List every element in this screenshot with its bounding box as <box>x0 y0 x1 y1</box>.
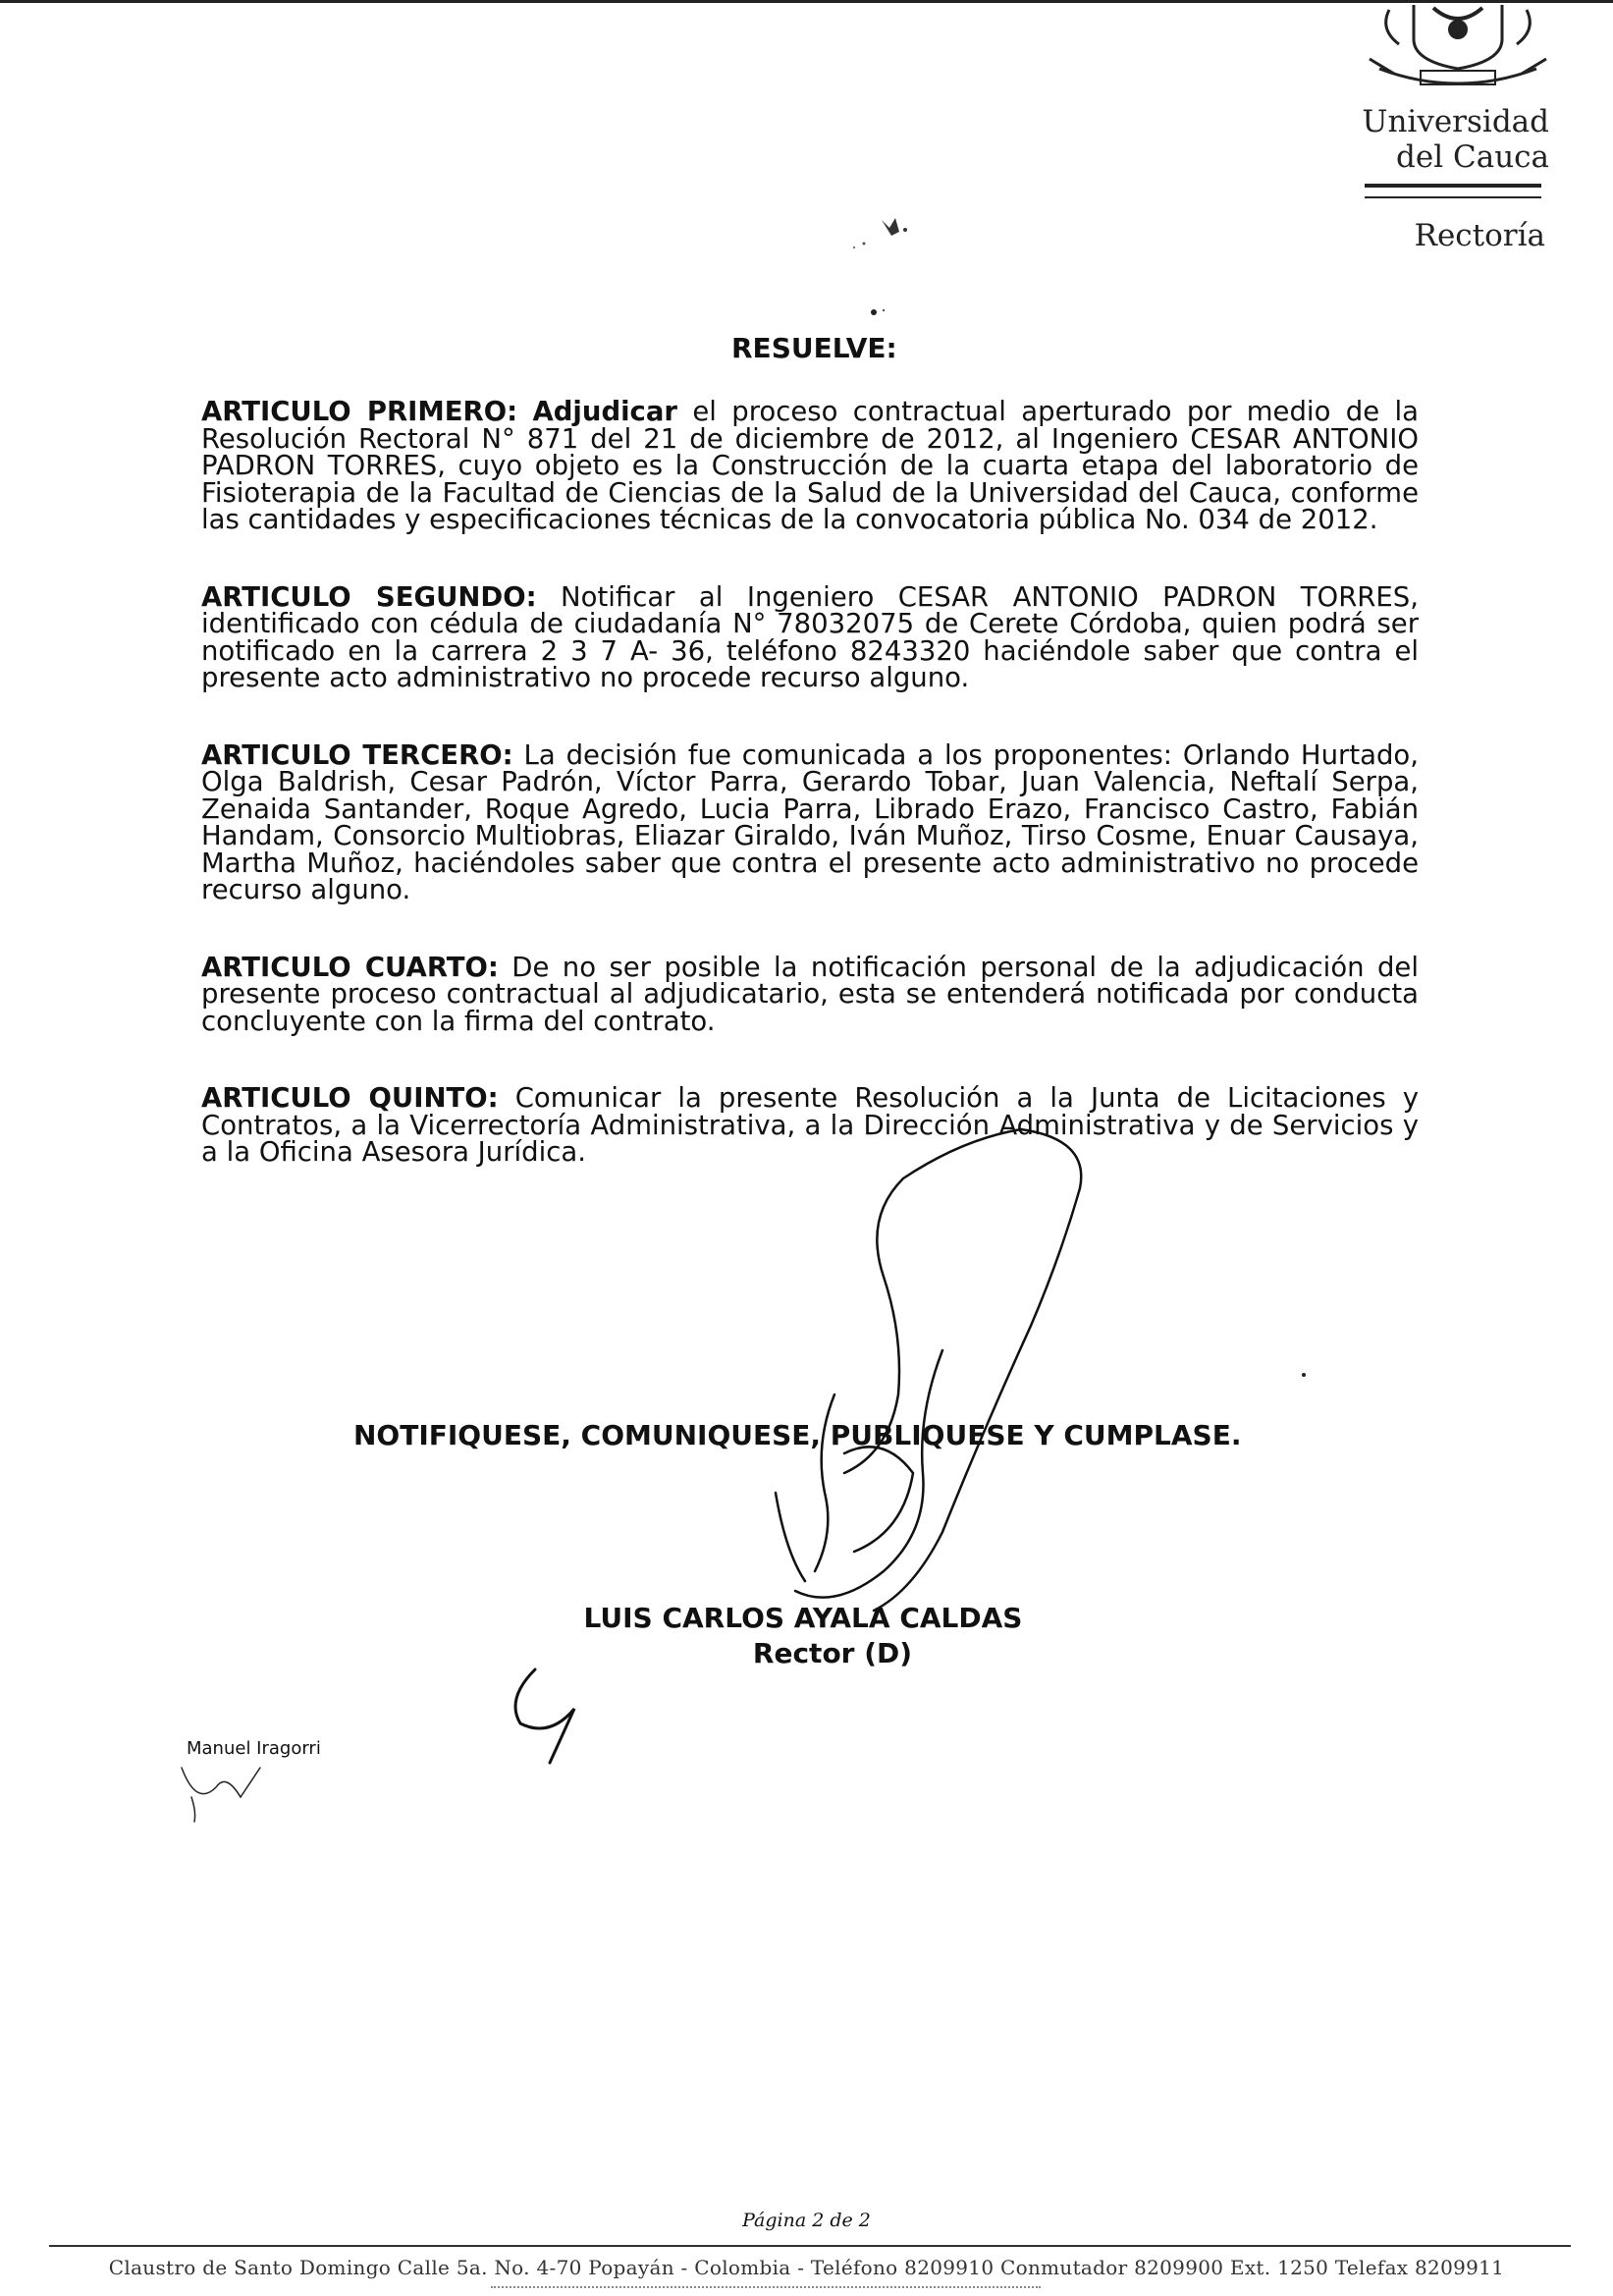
article-cuarto <box>201 951 1419 1037</box>
article-text: Notificar al Ingeniero CESAR ANTONIO PADRON TORRES, identificado con cédula de ciudadanía N° 78032075 de Cerete Córdoba, quien podrá ser notificado en la carrera 2 3 7 A- 36, teléfono 8243320 haciéndole saber que contra el presente acto administrativo no procede recurso alguno. <box>201 580 1419 693</box>
footer-rule <box>49 2245 1571 2247</box>
article-label: ARTICULO PRIMERO: <box>201 396 518 427</box>
footer-address: Claustro de Santo Domingo Calle 5a. No. 4-70 Popayán - Colombia - Teléfono 8209910 Conmutador 8209900 Ext. 1250 Telefax 8209911 <box>108 2256 1505 2279</box>
closing-formula: NOTIFIQUESE, COMUNIQUESE, PUBLIQUESE Y CUMPLASE. <box>353 1419 1242 1451</box>
university-name-line1: Universidad <box>1362 104 1549 139</box>
signer-role: Rector (D) <box>752 1637 913 1669</box>
scan-specks <box>834 206 952 324</box>
article-text: La decisión fue comunicada a los proponentes: Orlando Hurtado, Olga Baldrish, Cesar Padrón, Víctor Parra, Gerardo Tobar, Juan Valencia, Neftalí Serpa, Zenaida Santander, Roque Agredo, Lucia Parra, Librado Erazo, Francisco Castro, Fabián Handam, Consorcio Multiobras, Eliazar Giraldo, Iván Muñoz, Tirso Cosme, Enuar Causaya, Martha Muñoz, haciéndoles saber que contra el presente acto administrativo no procede recurso alguno. <box>201 738 1419 905</box>
page-number: Página 2 de 2 <box>742 2210 871 2231</box>
article-label: ARTICULO TERCERO: <box>201 738 513 771</box>
university-seal-icon <box>1360 0 1556 98</box>
article-label: ARTICULO QUINTO: <box>201 1082 499 1114</box>
office-name: Rectoría <box>1414 218 1545 253</box>
article-text: De no ser posible la notificación personal de la adjudicación del presente proceso contractual al adjudicatario, esta se entenderá notificada por conducta concluyente con la firma del contrato. <box>201 951 1419 1037</box>
signer-name: LUIS CARLOS AYALA CALDAS <box>583 1602 1023 1634</box>
reviewer-initials: Manuel Iragorri <box>187 1738 321 1759</box>
articles <box>201 396 1420 1217</box>
header-rule <box>1365 184 1541 188</box>
article-segundo <box>201 580 1419 693</box>
article-primero <box>201 396 1419 535</box>
signature-block <box>577 1601 1029 1671</box>
article-text: el proceso contractual aperturado por medio de la Resolución Rectoral N° 871 del 21 de diciembre de 2012, al Ingeniero CESAR ANTONIO PADRON TORRES, cuyo objeto es la Construcción de la cuarta etapa del laboratorio de Fisioterapia de la Facultad de Ciencias de la Salud de la Universidad del Cauca, conforme las cantidades y especificaciones técnicas de la convocatoria pública No. 034 de 2012. <box>201 396 1419 535</box>
article-label: ARTICULO SEGUNDO: <box>201 580 537 613</box>
university-name <box>1306 104 1549 175</box>
footer-cropped-line <box>491 2286 1041 2291</box>
article-quinto <box>201 1082 1420 1168</box>
article-lead-verb: Adjudicar <box>532 396 677 427</box>
university-name-line2: del Cauca <box>1396 139 1549 175</box>
article-tercero <box>201 738 1419 905</box>
resolution-heading: RESUELVE: <box>731 332 897 364</box>
article-label: ARTICULO CUARTO: <box>201 951 499 983</box>
header-rule-thin <box>1365 196 1541 198</box>
article-text: Comunicar la presente Resolución a la Junta de Licitaciones y Contratos, a la Vicerrectoría Administrativa, a la Dirección Administrativa y de Servicios y a la Oficina Asesora Jurídica. <box>201 1082 1420 1168</box>
